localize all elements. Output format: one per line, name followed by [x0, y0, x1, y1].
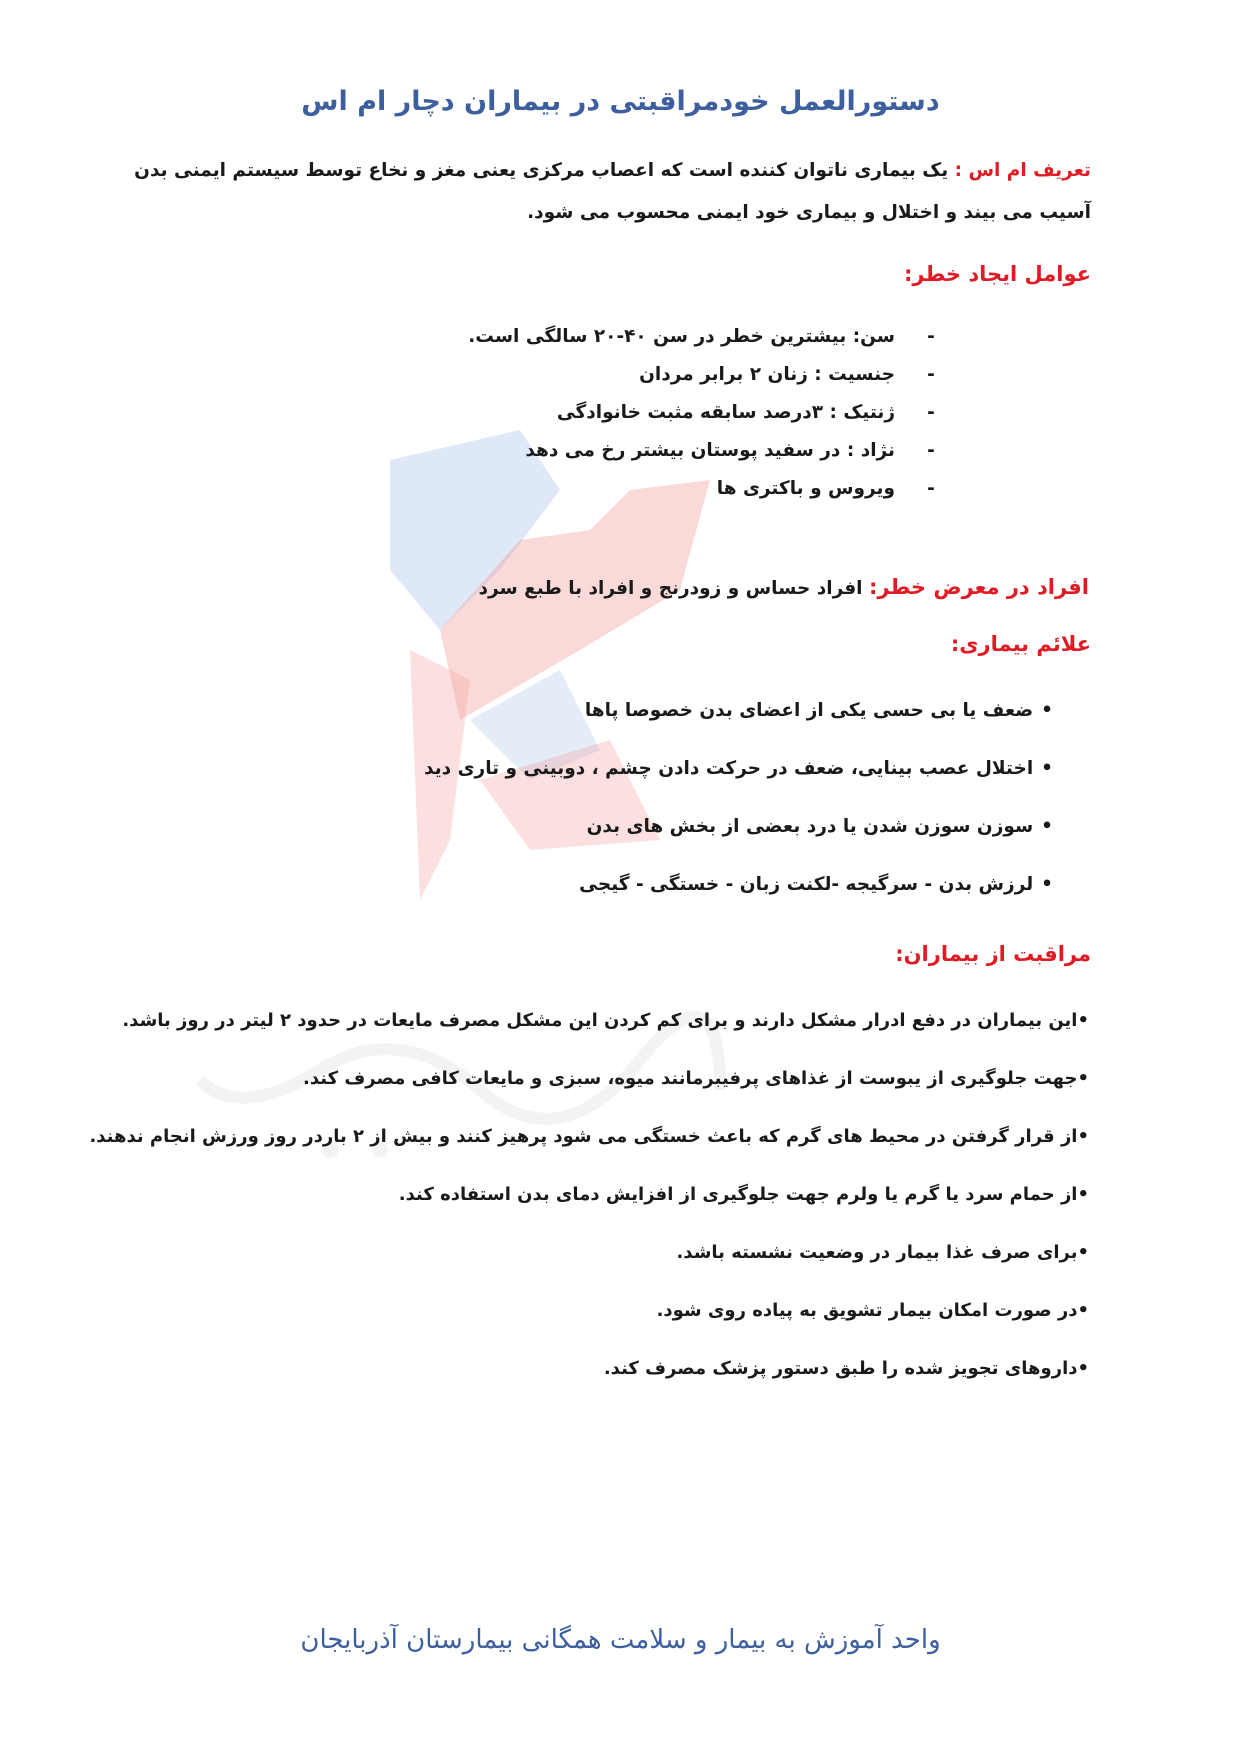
list-item: •داروهای تجویز شده را طبق دستور پزشک مصرف کند. — [603, 1358, 1089, 1379]
list-item: •در صورت امکان بیمار تشویق به پیاده روی شود. — [656, 1300, 1089, 1321]
bullet-dot: • — [1077, 1242, 1089, 1263]
list-item: •این بیماران در دفع ادرار مشکل دارند و برای کم کردن این مشکل مصرف مایعات در حدود ۲ لیتر در روز باشد. — [122, 1010, 1089, 1031]
bullet-dot: • — [1077, 1184, 1089, 1205]
dash-bullet: - — [927, 440, 935, 461]
dash-bullet: - — [927, 402, 935, 423]
list-item: •سوزن سوزن شدن یا درد بعضی از بخش های بدن — [424, 798, 1053, 856]
list-item: •برای صرف غذا بیمار در وضعیت نشسته باشد. — [676, 1242, 1089, 1263]
list-item: - ژنتیک : ۳درصد سابقه مثبت خانوادگی — [468, 394, 941, 432]
dash-bullet: - — [927, 364, 935, 385]
bullet-dot: • — [1041, 874, 1053, 895]
care-heading: مراقبت از بیماران: — [895, 942, 1091, 966]
definition-text-line1: یک بیماری ناتوان کننده است که اعصاب مرکزی یعنی مغز و نخاع توسط سیستم ایمنی بدن — [134, 160, 955, 181]
list-item: •اختلال عصب بینایی، ضعف در حرکت دادن چشم ، دوبینی و تاری دید — [424, 740, 1053, 798]
at-risk-text: افراد حساس و زودرنج و افراد با طبع سرد — [478, 578, 869, 599]
bullet-dot: • — [1041, 700, 1053, 721]
list-item: •جهت جلوگیری از یبوست از غذاهای پرفیبرمانند میوه، سبزی و مایعات کافی مصرف کند. — [303, 1068, 1089, 1089]
list-item: •از حمام سرد یا گرم یا ولرم جهت جلوگیری از افزایش دمای بدن استفاده کند. — [398, 1184, 1089, 1205]
definition-paragraph — [131, 150, 1091, 234]
list-item: - ویروس و باکتری ها — [468, 470, 941, 508]
list-item: - سن: بیشترین خطر در سن ۴۰-۲۰ سالگی است. — [468, 318, 941, 356]
symptoms-heading: علائم بیماری: — [950, 632, 1091, 656]
definition-label: تعریف ام اس : — [954, 160, 1091, 181]
symptoms-list — [424, 682, 1053, 914]
bullet-dot: • — [1041, 758, 1053, 779]
risk-factors-heading: عوامل ایجاد خطر: — [903, 262, 1091, 286]
definition-text-line2: آسیب می بیند و اختلال و بیماری خود ایمنی محسوب می شود. — [527, 202, 1091, 223]
dash-bullet: - — [927, 478, 935, 499]
bullet-dot: • — [1077, 1300, 1089, 1321]
footer-department: واحد آموزش به بیمار و سلامت همگانی بیمارستان آذربایجان — [300, 1625, 941, 1655]
document-title: دستورالعمل خودمراقبتی در بیماران دچار ام اس — [301, 86, 940, 117]
list-item: •لرزش بدن - سرگیجه -لکنت زبان - خستگی - گیجی — [424, 856, 1053, 914]
bullet-dot: • — [1077, 1010, 1089, 1031]
dash-bullet: - — [927, 326, 935, 347]
list-item: - نژاد : در سفید پوستان بیشتر رخ می دهد — [468, 432, 941, 470]
at-risk-label: افراد در معرض خطر: — [868, 575, 1089, 599]
care-list — [89, 992, 1089, 1398]
list-item: •از قرار گرفتن در محیط های گرم که باعث خستگی می شود پرهیز کنند و بیش از ۲ باردر روز ورزش انجام ندهند. — [89, 1126, 1089, 1147]
bullet-dot: • — [1077, 1068, 1089, 1089]
list-item: •ضعف یا بی حسی یکی از اعضای بدن خصوصا پاها — [424, 682, 1053, 740]
risk-factors-list — [468, 318, 941, 508]
list-item: - جنسیت : زنان ۲ برابر مردان — [468, 356, 941, 394]
bullet-dot: • — [1041, 816, 1053, 837]
bullet-dot: • — [1077, 1358, 1089, 1379]
bullet-dot: • — [1077, 1126, 1089, 1147]
at-risk-line — [479, 568, 1090, 610]
